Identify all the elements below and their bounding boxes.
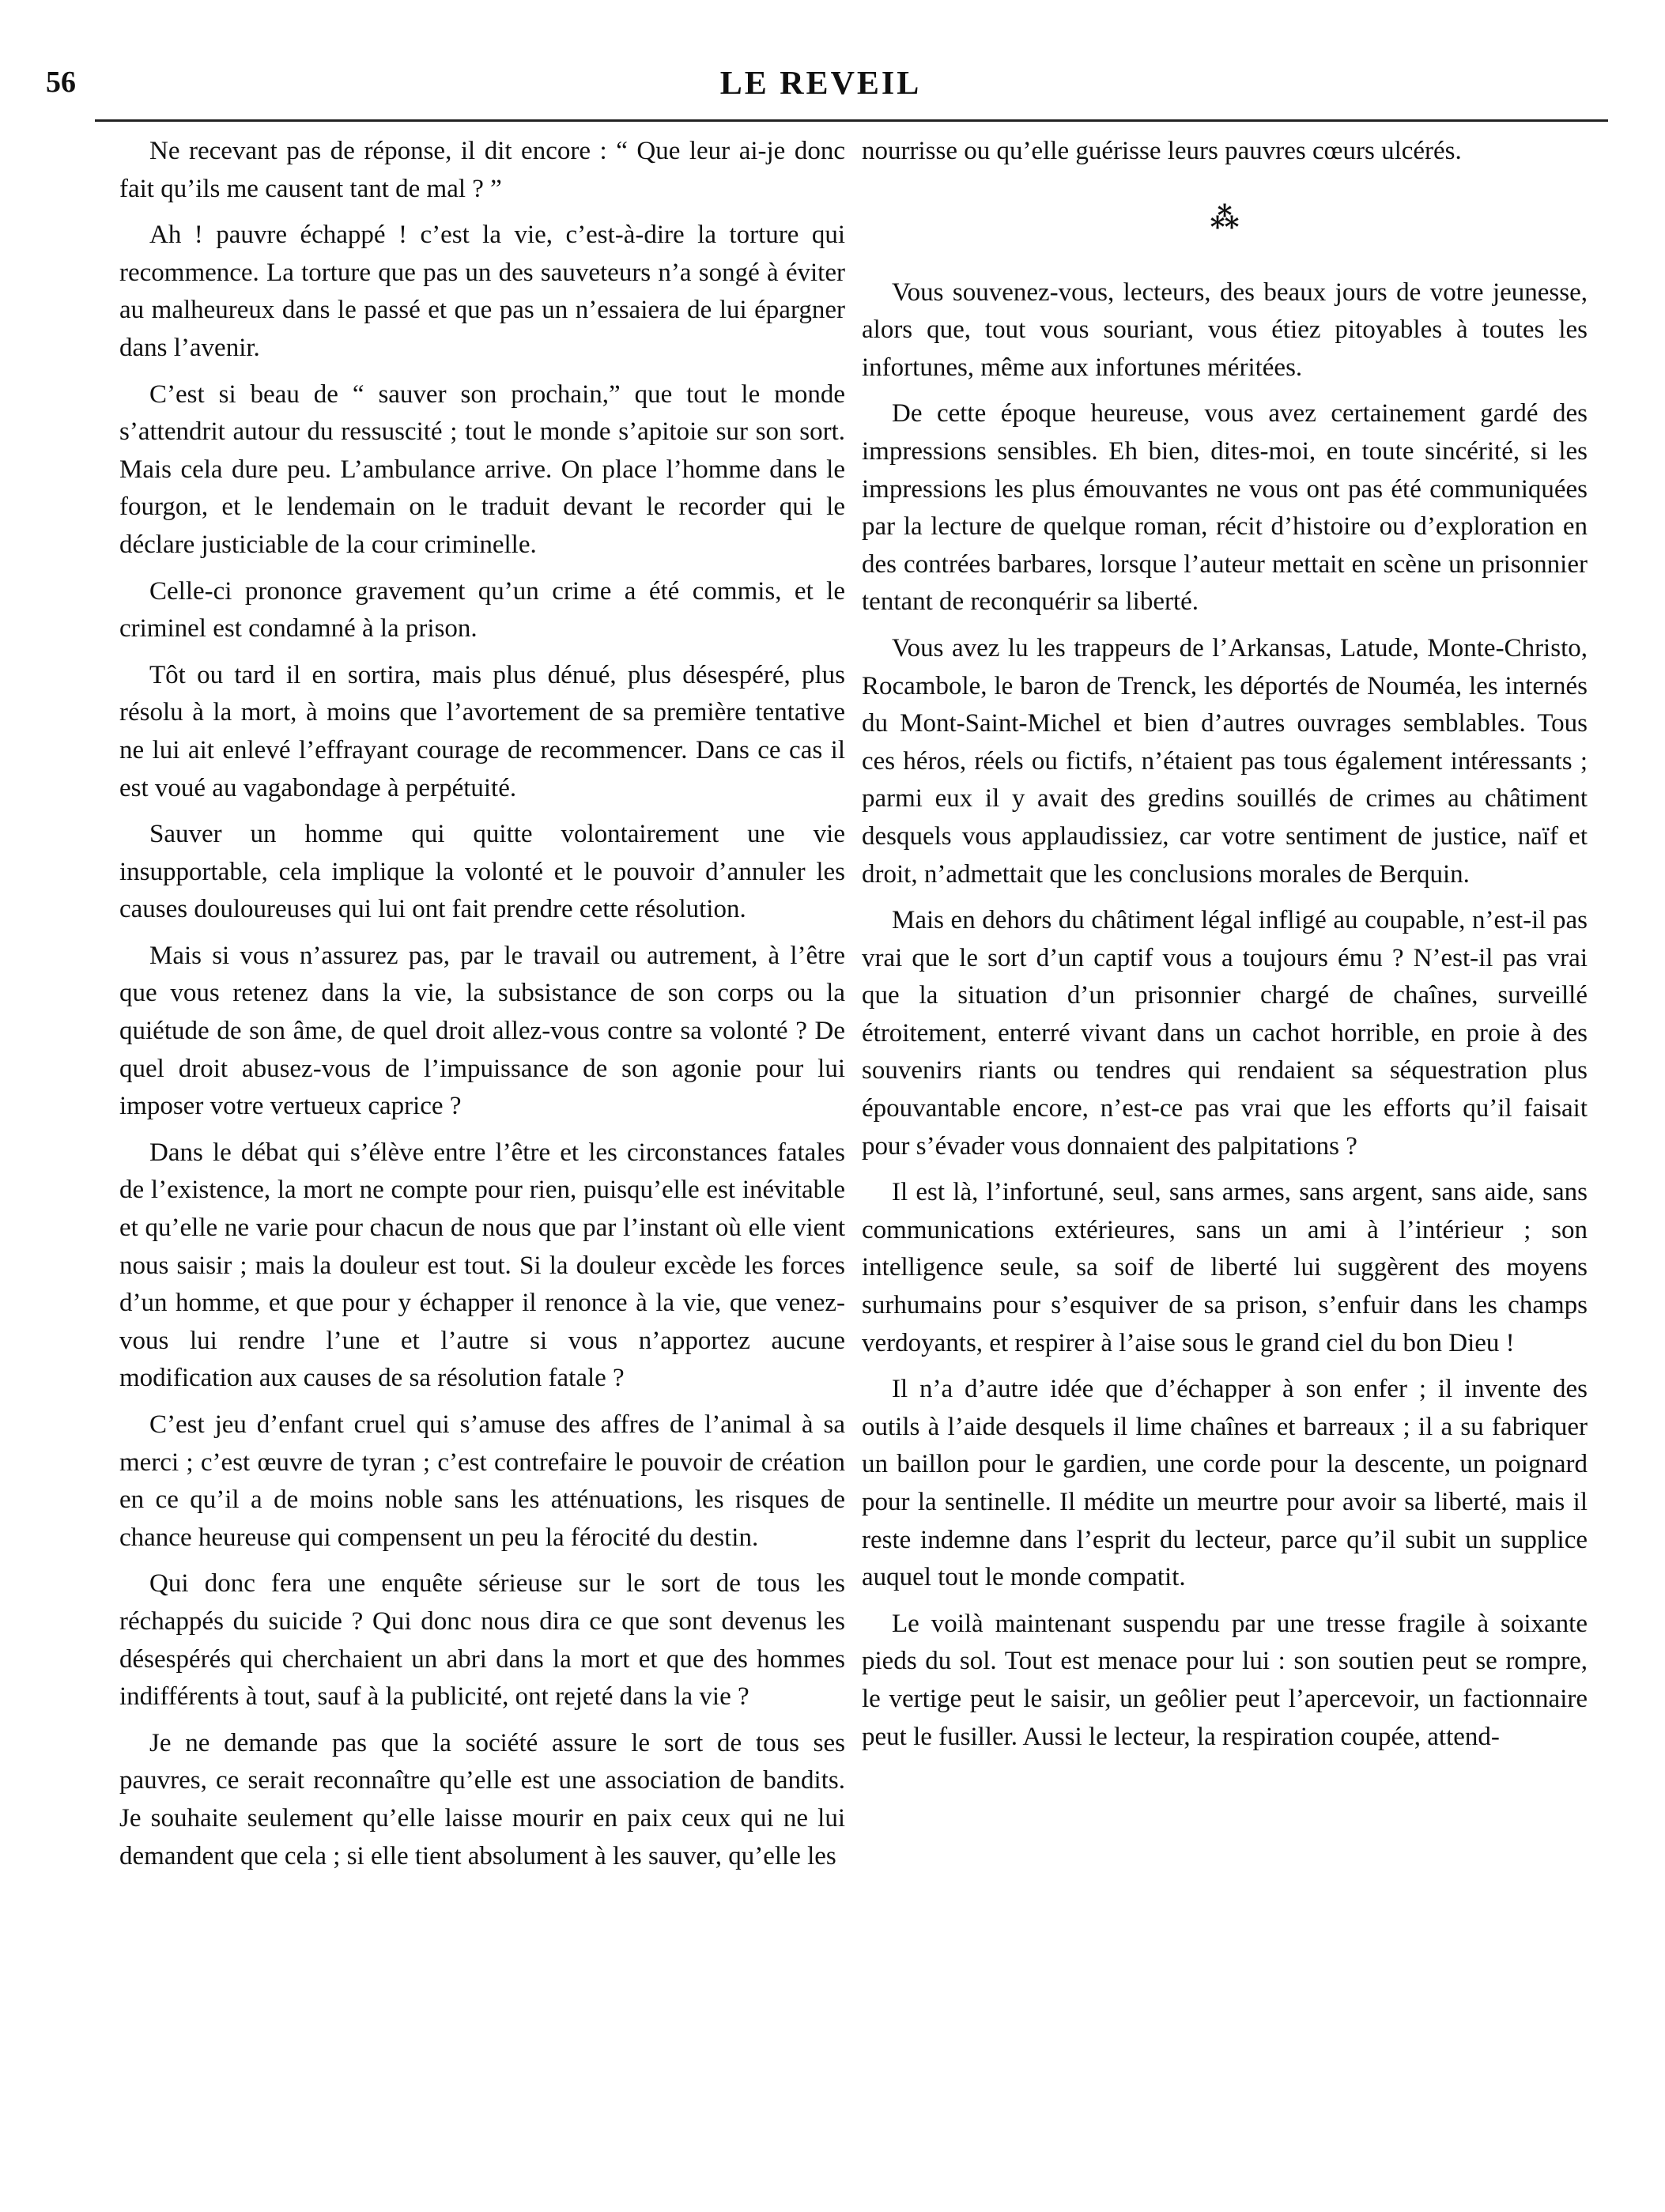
paragraph: De cette époque heureuse, vous avez certainement gardé des impressions sensibles. Eh bien, dites-moi, en toute sincérité, si les impressions les plus émouvantes ne vous ont pas été communiquées par la lecture de quelque roman, récit d’histoire ou d’exploration en des contrées barbares, lorsque l’auteur mettait en scène un prisonnier tentant de reconquérir sa liberté.	[862, 399, 1588, 617]
page-header	[46, 65, 1595, 112]
header-rule	[95, 119, 1608, 122]
paragraph: Vous avez lu les trappeurs de l’Arkansas, Latude, Monte-Christo, Rocambole, le baron de Trenck, les déportés de Nouméa, les internés du Mont-Saint-Michel et bien d’autres ouvrages semblables. Tous ces héros, réels ou fictifs, n’étaient pas tous également intéressants ; parmi eux il y avait des gredins souillés de crimes au châtiment desquels vous applaudissiez, car votre sentiment de justice, naïf et droit, n’admettait que les conclusions morales de Berquin.	[862, 633, 1588, 889]
right-column	[862, 133, 1588, 1765]
paragraph: Tôt ou tard il en sortira, mais plus dénué, plus désespéré, plus résolu à la mort, à moins que l’avortement de sa première tentative ne lui ait enlevé l’effrayant courage de recommencer. Dans ce cas il est voué au vagabondage à perpétuité.	[119, 660, 845, 802]
page-number: 56	[46, 66, 76, 99]
paragraph: Ah ! pauvre échappé ! c’est la vie, c’est-à-dire la torture qui recommence. La torture que pas un des sauveteurs n’a songé à éviter au malheureux dans le passé et que pas un n’essaiera de lui épargner dans l’avenir.	[119, 221, 845, 362]
paragraph: Mais en dehors du châtiment légal infligé au coupable, n’est-il pas vrai que le sort d’un captif vous a toujours ému ? N’est-il pas vrai que la situation d’un prisonnier chargé de chaînes, surveillé étroitement, enterré vivant dans un cachot horrible, en proie à des souvenirs riants ou tendres qui rendaient sa séquestration plus épouvantable encore, n’est-ce pas vrai que les efforts qu’il faisait pour s’évader vous donnaient des palpitations ?	[862, 906, 1588, 1161]
paragraph: Il n’a d’autre idée que d’échapper à son enfer ; il invente des outils à l’aide desquels il lime chaînes et barreaux ; il a su fabriquer un baillon pour le gardien, une corde pour la descente, un poignard pour la sentinelle. Il médite un meurtre pour avoir sa liberté, mais il reste indemne dans l’esprit du lecteur, parce qu’il subit un supplice auquel tout le monde compatit.	[862, 1375, 1588, 1592]
paragraph: Celle-ci prononce gravement qu’un crime a été commis, et le criminel est condamné à la prison.	[119, 576, 845, 644]
paragraph: Il est là, l’infortuné, seul, sans armes, sans argent, sans aide, sans communications extérieures, sans un ami à l’intérieur ; son intelligence seule, sa soif de liberté lui suggèrent des moyens surhumains pour s’esquiver de sa prison, s’enfuir dans les champs verdoyants, et respirer à l’aise sous le grand ciel du bon Dieu !	[862, 1178, 1588, 1357]
paragraph: Sauver un homme qui quitte volontairement une vie insupportable, cela implique la volonté et le pouvoir d’annuler les causes douloureuses qui lui ont fait prendre cette résolution.	[119, 820, 845, 924]
paragraph: Ne recevant pas de réponse, il dit encore : “ Que leur ai-je donc fait qu’ils me causent tant de mal ? ”	[119, 137, 845, 203]
paragraph: Mais si vous n’assurez pas, par le travail ou autrement, à l’être que vous retenez dans la vie, la subsistance de son corps ou la quiétude de son âme, de quel droit allez-vous contre sa volonté ? De quel droit abusez-vous de l’impuissance de son agonie pour lui imposer votre vertueux caprice ?	[119, 941, 845, 1121]
paragraph: Vous souvenez-vous, lecteurs, des beaux jours de votre jeunesse, alors que, tout vous souriant, vous étiez pitoyables à toutes les infortunes, même aux infortunes méritées.	[862, 277, 1588, 382]
running-title: LE REVEIL	[719, 66, 922, 102]
continued-paragraph: nourrisse ou qu’elle guérisse leurs pauvres cœurs ulcérés.	[862, 137, 1462, 165]
paragraph: Le voilà maintenant suspendu par une tresse fragile à soixante pieds du sol. Tout est menace pour lui : son soutien peut se rompre, le vertige peut le saisir, un geôlier peut l’apercevoir, un factionnaire peut le fusiller. Aussi le lecteur, la respiration coupée, attend-	[862, 1609, 1588, 1751]
section-asterism: ⁂	[1210, 202, 1240, 234]
left-column	[119, 133, 845, 1884]
paragraph: Dans le débat qui s’élève entre l’être et les circonstances fatales de l’existence, la mort ne compte pour rien, puisqu’elle est inévitable et qu’elle ne varie pour chacun de nous que par l’instant où elle vient nous saisir ; mais la douleur est tout. Si la douleur excède les forces d’un homme, et que pour y échapper il renonce à la vie, que venez-vous lui rendre l’une et l’autre si vous n’apportez aucune modification aux causes de sa résolution fatale ?	[119, 1138, 845, 1393]
paragraph: Qui donc fera une enquête sérieuse sur le sort de tous les réchappés du suicide ? Qui donc nous dira ce que sont devenus les désespérés qui cherchaient un abri dans la mort et que des hommes indifférents à tout, sauf à la publicité, ont rejeté dans la vie ?	[119, 1569, 845, 1712]
paragraph: Je ne demande pas que la société assure le sort de tous ses pauvres, ce serait reconnaître qu’elle est une association de bandits. Je souhaite seulement qu’elle laisse mourir en paix ceux qui ne lui demandent que cela ; si elle tient absolument à les sauver, qu’elle les	[119, 1728, 845, 1870]
paragraph: C’est si beau de “ sauver son prochain,” que tout le monde s’attendrit autour du ressuscité ; tout le monde s’apitoie sur son sort. Mais cela dure peu. L’ambulance arrive. On place l’homme dans le fourgon, et le lendemain on le traduit devant le recorder qui le déclare justiciable de la cour criminelle.	[119, 379, 845, 559]
paragraph: C’est jeu d’enfant cruel qui s’amuse des affres de l’animal à sa merci ; c’est œuvre de tyran ; c’est contrefaire le pouvoir de création en ce qu’il a de moins noble sans les atténuations, les risques de chance heureuse qui compensent un peu la férocité du destin.	[119, 1410, 845, 1552]
